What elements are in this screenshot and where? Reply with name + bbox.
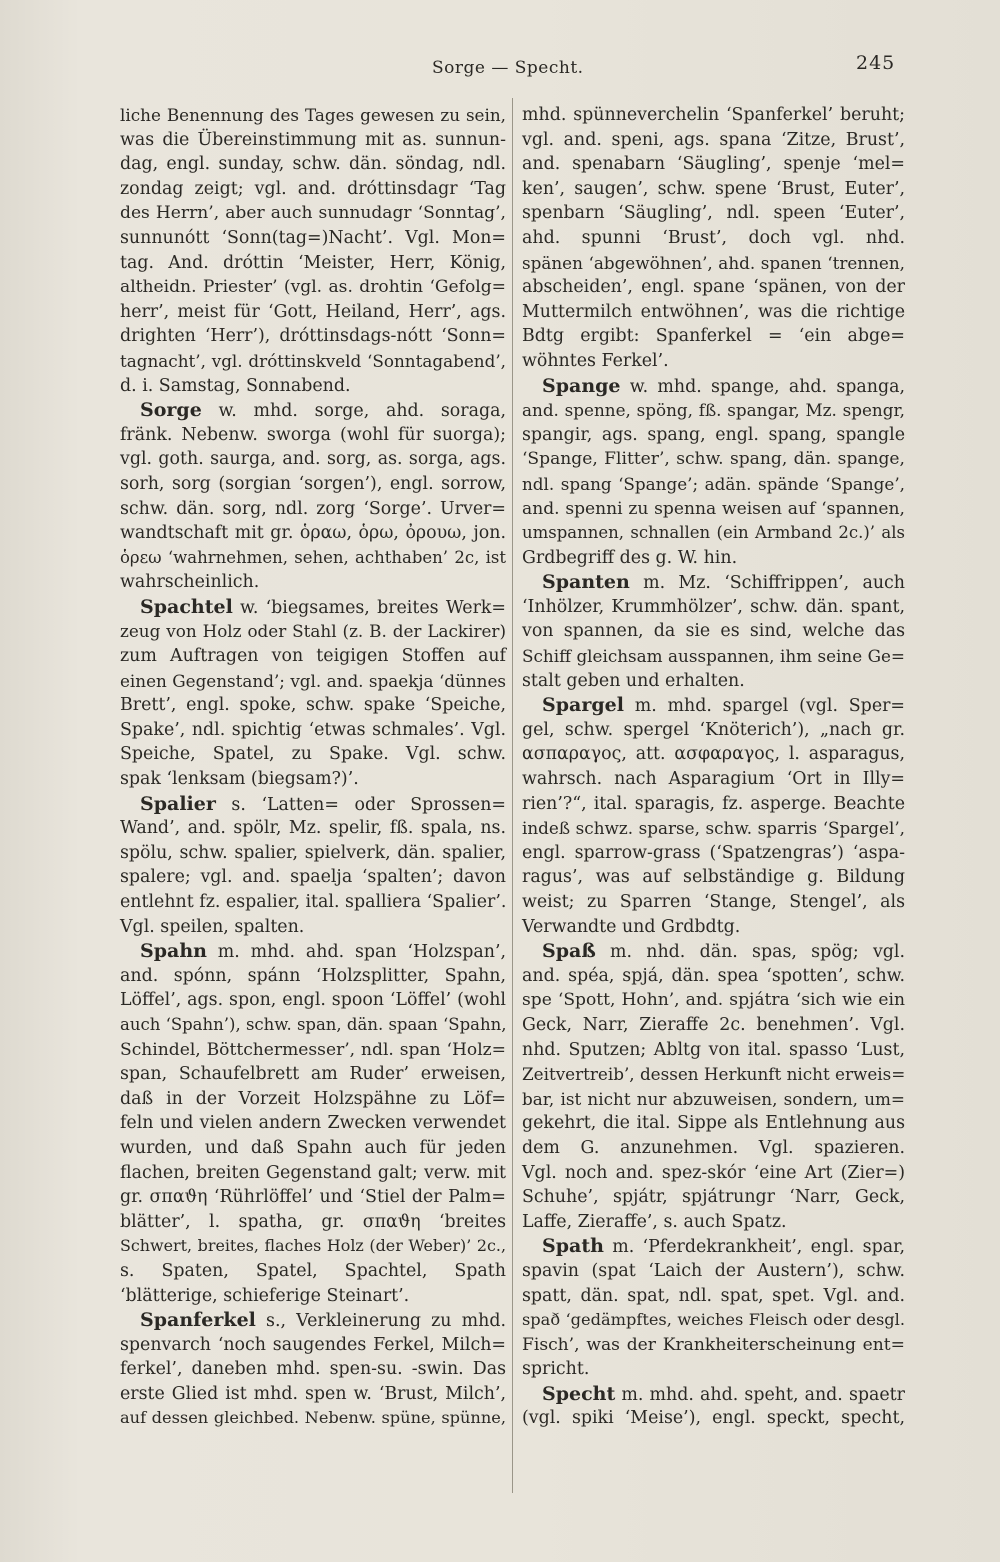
line-text: spatt, dän. spat, ndl. spat, spet. Vgl. and. — [522, 1285, 905, 1306]
text-line — [120, 1038, 506, 1063]
line-text: spänen ‘abgewöhnen’, ahd. spanen ‘trennen, — [522, 252, 905, 273]
entry-headword: Spanten — [542, 571, 630, 594]
entry-headword: Spargel — [542, 694, 624, 717]
text-line — [522, 324, 905, 349]
line-text: Fisch’, was der Krankheiterscheinung ent= — [522, 1334, 905, 1355]
text-line — [522, 1136, 905, 1161]
line-text: ken’, saugen’, schw. spene ‘Brust, Euter’, — [522, 178, 905, 199]
text-line — [120, 1357, 506, 1382]
line-text: and. spenne, spöng, fß. spangar, Mz. spengr, — [522, 400, 905, 421]
entry-headword: Sorge — [140, 399, 202, 422]
text-line — [120, 497, 506, 522]
line-text: ‘Spange, Flitter’, schw. spang, dän. spange, — [522, 449, 905, 470]
line-text: bar, ist nicht nur abzuweisen, sondern, um= — [522, 1088, 905, 1109]
text-line — [522, 103, 905, 128]
text-line — [120, 693, 506, 718]
line-text: einen Gegenstand’; vgl. and. spaekja ‘dünnes — [120, 670, 506, 691]
text-line — [522, 201, 905, 226]
line-text: d. i. Samstag, Sonnabend. — [120, 375, 351, 396]
text-line — [522, 742, 905, 767]
line-text: engl. sparrow-grass (‘Spatzengras’) ‘aspa- — [522, 842, 905, 863]
line-text: spenbarn ‘Säugling’, ndl. speen ‘Euter’, — [522, 203, 905, 224]
line-text: blätter’, l. spatha, gr. σπαϑη ‘breites — [120, 1211, 506, 1232]
line-text: spe ‘Spott, Hohn’, and. spjátra ‘sich wie ein — [522, 990, 905, 1011]
text-line — [120, 1136, 506, 1161]
line-text: indeß schwz. sparse, schw. sparris ‘Spargel’, — [522, 818, 905, 839]
text-line — [522, 251, 905, 276]
line-text: wöhntes Ferkel’. — [522, 350, 669, 371]
text-line — [120, 1234, 506, 1259]
line-text: spað ‘gedämpftes, weiches Fleisch oder desgl. — [522, 1310, 905, 1330]
text-line — [522, 890, 905, 915]
left-column — [120, 103, 506, 1431]
text-line — [120, 742, 506, 767]
line-text: fränk. Nebenw. sworga (wohl für suorga); — [120, 424, 506, 445]
text-line — [120, 300, 506, 325]
text-line — [120, 447, 506, 472]
entry-headword: Spahn — [140, 940, 207, 963]
line-text: and. spenni zu spenna weisen auf ‘spannen, — [522, 498, 905, 519]
line-text: drighten ‘Herr’), dróttinsdags-nótt ‘Sonn= — [120, 326, 506, 347]
text-line — [522, 177, 905, 202]
line-text: ferkel’, daneben mhd. spen-su. -swin. Das — [120, 1359, 506, 1380]
text-line — [522, 152, 905, 177]
line-text: spavin (spat ‘Laich der Austern’), schw. — [522, 1260, 905, 1281]
text-line — [522, 669, 905, 694]
text-line — [522, 988, 905, 1013]
line-text: stalt geben und erhalten. — [522, 670, 745, 691]
running-head: Sorge — Specht. — [432, 58, 584, 78]
line-text: m. mhd. ahd. span ‘Holzspan’, — [206, 942, 506, 963]
text-line — [522, 915, 905, 940]
line-text: ahd. spunni ‘Brust’, doch vgl. nhd. — [522, 227, 905, 248]
line-text: m. mhd. ahd. speht, and. spaetr — [615, 1384, 905, 1405]
line-text: daß in der Vorzeit Holzspähne zu Löf= — [120, 1088, 506, 1109]
line-text: des Herrn’, aber auch sunnudagr ‘Sonntag’, — [120, 203, 506, 224]
line-text: Speiche, Spatel, zu Spake. Vgl. schw. — [120, 744, 506, 765]
text-line — [120, 103, 506, 128]
line-text: rien’?“, ital. sparagis, fz. asperge. Beachte — [522, 793, 905, 814]
text-line — [120, 767, 506, 792]
text-line — [522, 619, 905, 644]
text-line — [120, 988, 506, 1013]
text-line — [522, 1038, 905, 1063]
text-line — [120, 521, 506, 546]
text-line — [522, 226, 905, 251]
text-line — [120, 619, 506, 644]
text-line — [120, 1382, 506, 1407]
text-line — [120, 423, 506, 448]
line-text: wahrsch. nach Asparagium ‘Ort in Illy= — [522, 769, 905, 790]
line-text: Schiff gleichsam ausspannen, ihm seine Ge= — [522, 646, 905, 667]
entry-headword: Spanferkel — [140, 1309, 256, 1332]
line-text: spölu, schw. spalier, spielverk, dän. spalier, — [120, 842, 506, 863]
text-line — [522, 767, 905, 792]
text-line — [522, 816, 905, 841]
line-text: dem G. anzunehmen. Vgl. spazieren. — [522, 1137, 905, 1158]
text-line — [120, 1161, 506, 1186]
line-text: w. ‘biegsames, breites Werk= — [232, 597, 506, 618]
line-text: tag. And. dróttin ‘Meister, Herr, König, — [120, 252, 506, 273]
line-text: m. mhd. spargel (vgl. Sper= — [623, 696, 905, 717]
page-header — [0, 52, 1000, 84]
line-text: Brett’, engl. spoke, schw. spake ‘Speiche, — [120, 695, 506, 716]
line-text: ‘Inhölzer, Krummhölzer’, schw. dän. spant, — [522, 596, 905, 617]
line-text: gel, schw. spergel ‘Knöterich’), „nach gr. — [522, 719, 905, 740]
text-line — [522, 1333, 905, 1358]
text-line — [522, 964, 905, 989]
line-text: flachen, breiten Gegenstand galt; verw. mit — [120, 1162, 506, 1183]
line-text: Verwandte und Grdbdtg. — [522, 916, 741, 937]
line-text: dag, engl. sunday, schw. dän. söndag, ndl. — [120, 154, 506, 175]
text-line — [522, 595, 905, 620]
entry-first-line — [522, 1382, 905, 1407]
text-line — [120, 570, 506, 595]
line-text: auf dessen gleichbed. Nebenw. spüne, spünne, — [120, 1408, 506, 1428]
text-line — [522, 1308, 905, 1333]
entry-first-line — [120, 939, 506, 964]
line-text: vgl. goth. saurga, and. sorg, as. sorga, ags. — [120, 449, 506, 470]
text-line — [522, 1062, 905, 1087]
line-text: erste Glied ist mhd. spen w. ‘Brust, Milch’, — [120, 1383, 506, 1404]
entry-first-line — [522, 693, 905, 718]
line-text: Laffe, Zieraffe’, s. auch Spatz. — [522, 1211, 787, 1232]
line-text: wandtschaft mit gr. ὁραω, ὁρω, ὀρουω, jon. — [120, 523, 506, 544]
line-text: span, Schaufelbrett am Ruder’ erweisen, — [120, 1064, 506, 1085]
line-text: spenvarch ‘noch saugendes Ferkel, Milch= — [120, 1334, 506, 1355]
text-line — [120, 251, 506, 276]
text-line — [120, 915, 506, 940]
line-text: wurden, und daß Spahn auch für jeden — [120, 1137, 506, 1158]
text-line — [120, 349, 506, 374]
entry-first-line — [120, 595, 506, 620]
text-line — [522, 546, 905, 571]
text-line — [120, 964, 506, 989]
text-line — [522, 1087, 905, 1112]
line-text: ‘blätterige, schieferige Steinart’. — [120, 1285, 410, 1306]
line-text: zeug von Holz oder Stahl (z. B. der Lackirer) — [120, 621, 506, 642]
text-line — [120, 669, 506, 694]
text-line — [522, 472, 905, 497]
line-text: m. nhd. dän. spas, spög; vgl. — [595, 942, 905, 963]
text-line — [522, 423, 905, 448]
line-text: (vgl. spiki ‘Meise’), engl. speckt, specht, — [522, 1408, 905, 1429]
line-text: s., Verkleinerung zu mhd. — [255, 1311, 506, 1332]
text-line — [120, 841, 506, 866]
text-line — [120, 226, 506, 251]
line-text: s. ‘Latten= oder Sprossen= — [215, 794, 506, 815]
text-line — [120, 201, 506, 226]
line-text: w. mhd. spange, ahd. spanga, — [620, 376, 905, 397]
text-line — [120, 718, 506, 743]
entry-first-line — [522, 374, 905, 399]
text-line — [522, 349, 905, 374]
entry-headword: Spath — [542, 1235, 604, 1258]
text-line — [120, 816, 506, 841]
line-text: sunnunótt ‘Sonn(tag=)Nacht’. Vgl. Mon= — [120, 227, 506, 248]
text-line — [522, 841, 905, 866]
text-line — [522, 865, 905, 890]
text-line — [120, 1111, 506, 1136]
entry-first-line — [120, 1308, 506, 1333]
line-text: Schwert, breites, flaches Holz (der Weber)’ 2c., — [120, 1236, 506, 1256]
line-text: was die Übereinstimmung mit as. sunnun- — [120, 129, 506, 150]
line-text: zondag zeigt; vgl. and. dróttinsdagr ‘Tag — [120, 178, 506, 199]
text-line — [522, 1357, 905, 1382]
text-line — [522, 128, 905, 153]
text-line — [522, 275, 905, 300]
line-text: Löffel’, ags. spon, engl. spoon ‘Löffel’ (wohl — [120, 990, 506, 1011]
line-text: ndl. spang ‘Spange’; adän. spände ‘Spange’, — [522, 473, 905, 494]
line-text: m. Mz. ‘Schiffrippen’, auch — [629, 573, 905, 594]
line-text: Vgl. speilen, spalten. — [120, 916, 305, 937]
line-text: spangir, ags. spang, engl. spang, spangle — [522, 424, 905, 445]
page-number: 245 — [856, 52, 896, 74]
text-line — [522, 1259, 905, 1284]
line-text: tagnacht’, vgl. dróttinskveld ‘Sonntagabend’, — [120, 350, 506, 371]
text-line — [522, 1284, 905, 1309]
text-line — [522, 300, 905, 325]
text-line — [522, 521, 905, 546]
text-line — [522, 644, 905, 669]
line-text: zum Auftragen von teigigen Stoffen auf — [120, 646, 506, 667]
line-text: altheidn. Priester’ (vgl. as. drohtin ‘Gefolg= — [120, 277, 506, 298]
line-text: entlehnt fz. espalier, ital. spalliera ‘Spalier’. — [120, 892, 507, 912]
line-text: gekehrt, die ital. Sippe als Entlehnung aus — [522, 1113, 905, 1134]
text-line — [522, 1013, 905, 1038]
line-text: and. spéa, spjá, dän. spea ‘spotten’, schw. — [522, 965, 905, 986]
line-text: sorh, sorg (sorgian ‘sorgen’), engl. sorrow, — [120, 473, 506, 494]
line-text: weist; zu Sparren ‘Stange, Stengel’, als — [522, 892, 905, 912]
entry-headword: Spaß — [542, 940, 596, 963]
text-line — [120, 177, 506, 202]
text-line — [120, 472, 506, 497]
line-text: abscheiden’, engl. spane ‘spänen, von der — [522, 277, 905, 298]
line-text: spricht. — [522, 1359, 590, 1380]
entry-headword: Spange — [542, 374, 621, 397]
text-line — [120, 1210, 506, 1235]
text-line — [522, 1111, 905, 1136]
text-line — [120, 1406, 506, 1431]
line-text: vgl. and. speni, ags. spana ‘Zitze, Brust’, — [522, 129, 905, 150]
line-text: m. ‘Pferdekrankheit’, engl. spar, — [603, 1237, 905, 1258]
entry-headword: Spalier — [140, 792, 216, 815]
line-text: Schindel, Böttchermesser’, ndl. span ‘Holz= — [120, 1039, 506, 1060]
line-text: Bdtg ergibt: Spanferkel = ‘ein abge= — [522, 326, 905, 347]
entry-headword: Specht — [542, 1382, 616, 1405]
text-line — [522, 1406, 905, 1431]
line-text: Wand’, and. spölr, Mz. spelir, fß. spala, ns. — [120, 818, 506, 839]
text-line — [120, 546, 506, 571]
text-line — [522, 1161, 905, 1186]
entry-first-line — [522, 939, 905, 964]
text-line — [522, 497, 905, 522]
line-text: Geck, Narr, Zieraffe 2c. benehmen’. Vgl. — [522, 1014, 905, 1035]
text-line — [120, 324, 506, 349]
line-text: and. spenabarn ‘Säugling’, spenje ‘mel= — [522, 154, 905, 175]
line-text: herr’, meist für ‘Gott, Heiland, Herr’, ags. — [120, 301, 506, 322]
line-text: gr. σπαϑη ‘Rührlöffel’ und ‘Stiel der Palm= — [120, 1187, 506, 1208]
text-line — [522, 1185, 905, 1210]
entry-first-line — [120, 792, 506, 817]
line-text: wahrscheinlich. — [120, 572, 260, 593]
line-text: ragus’, was auf selbständige g. Bildung — [522, 867, 905, 888]
text-line — [120, 374, 506, 399]
line-text: Spake’, ndl. spichtig ‘etwas schmales’. Vgl. — [120, 719, 506, 740]
text-line — [522, 1210, 905, 1235]
text-line — [120, 1087, 506, 1112]
line-text: Grdbegriff des g. W. hin. — [522, 547, 738, 568]
line-text: s. Spaten, Spatel, Spachtel, Spath — [120, 1260, 506, 1281]
line-text: Zeitvertreib’, dessen Herkunft nicht erweis= — [522, 1064, 906, 1085]
text-line — [522, 398, 905, 423]
entry-headword: Spachtel — [140, 595, 233, 618]
right-column — [522, 103, 905, 1431]
line-text: liche Benennung des Tages gewesen zu sein, — [120, 105, 506, 125]
text-line — [522, 718, 905, 743]
text-line — [120, 1333, 506, 1358]
text-line — [120, 1062, 506, 1087]
line-text: Schuhe’, spjátr, spjátrungr ‘Narr, Geck, — [522, 1187, 905, 1208]
text-line — [120, 644, 506, 669]
line-text: feln und vielen andern Zwecken verwendet — [120, 1113, 506, 1134]
line-text: schw. dän. sorg, ndl. zorg ‘Sorge’. Urver= — [120, 498, 506, 519]
column-divider — [512, 98, 513, 1493]
text-line — [120, 152, 506, 177]
line-text: ασπαραγος, att. ασφαραγος, l. asparagus, — [522, 744, 905, 765]
line-text: umspannen, schnallen (ein Armband 2c.)’ als — [522, 523, 905, 543]
line-text: nhd. Sputzen; Abltg von ital. spasso ‘Lust, — [522, 1039, 905, 1060]
line-text: and. spónn, spánn ‘Holzsplitter, Spahn, — [120, 965, 506, 986]
entry-first-line — [522, 570, 905, 595]
text-line — [120, 275, 506, 300]
line-text: von spannen, da sie es sind, welche das — [522, 621, 905, 642]
line-text: w. mhd. sorge, ahd. soraga, — [201, 401, 506, 422]
text-line — [120, 1284, 506, 1309]
text-line — [120, 128, 506, 153]
text-line — [120, 1185, 506, 1210]
text-line — [120, 865, 506, 890]
text-line — [120, 1259, 506, 1284]
line-text: mhd. spünneverchelin ‘Spanferkel’ beruht; — [522, 105, 905, 125]
line-text: spak ‘lenksam (biegsam?)’. — [120, 769, 359, 790]
text-line — [120, 890, 506, 915]
line-text: spalere; vgl. and. spaelja ‘spalten’; davon — [120, 867, 506, 888]
line-text: ὁρεω ‘wahrnehmen, sehen, achthaben’ 2c, ist — [120, 547, 506, 567]
line-text: Muttermilch entwöhnen’, was die richtige — [522, 301, 905, 322]
line-text: Vgl. noch and. spez-skór ‘eine Art (Zier=) — [522, 1162, 905, 1183]
entry-first-line — [522, 1234, 905, 1259]
text-line — [522, 792, 905, 817]
entry-first-line — [120, 398, 506, 423]
text-line — [120, 1013, 506, 1038]
line-text: auch ‘Spahn’), schw. span, dän. spaan ‘Spahn, — [120, 1014, 507, 1034]
text-line — [522, 447, 905, 472]
